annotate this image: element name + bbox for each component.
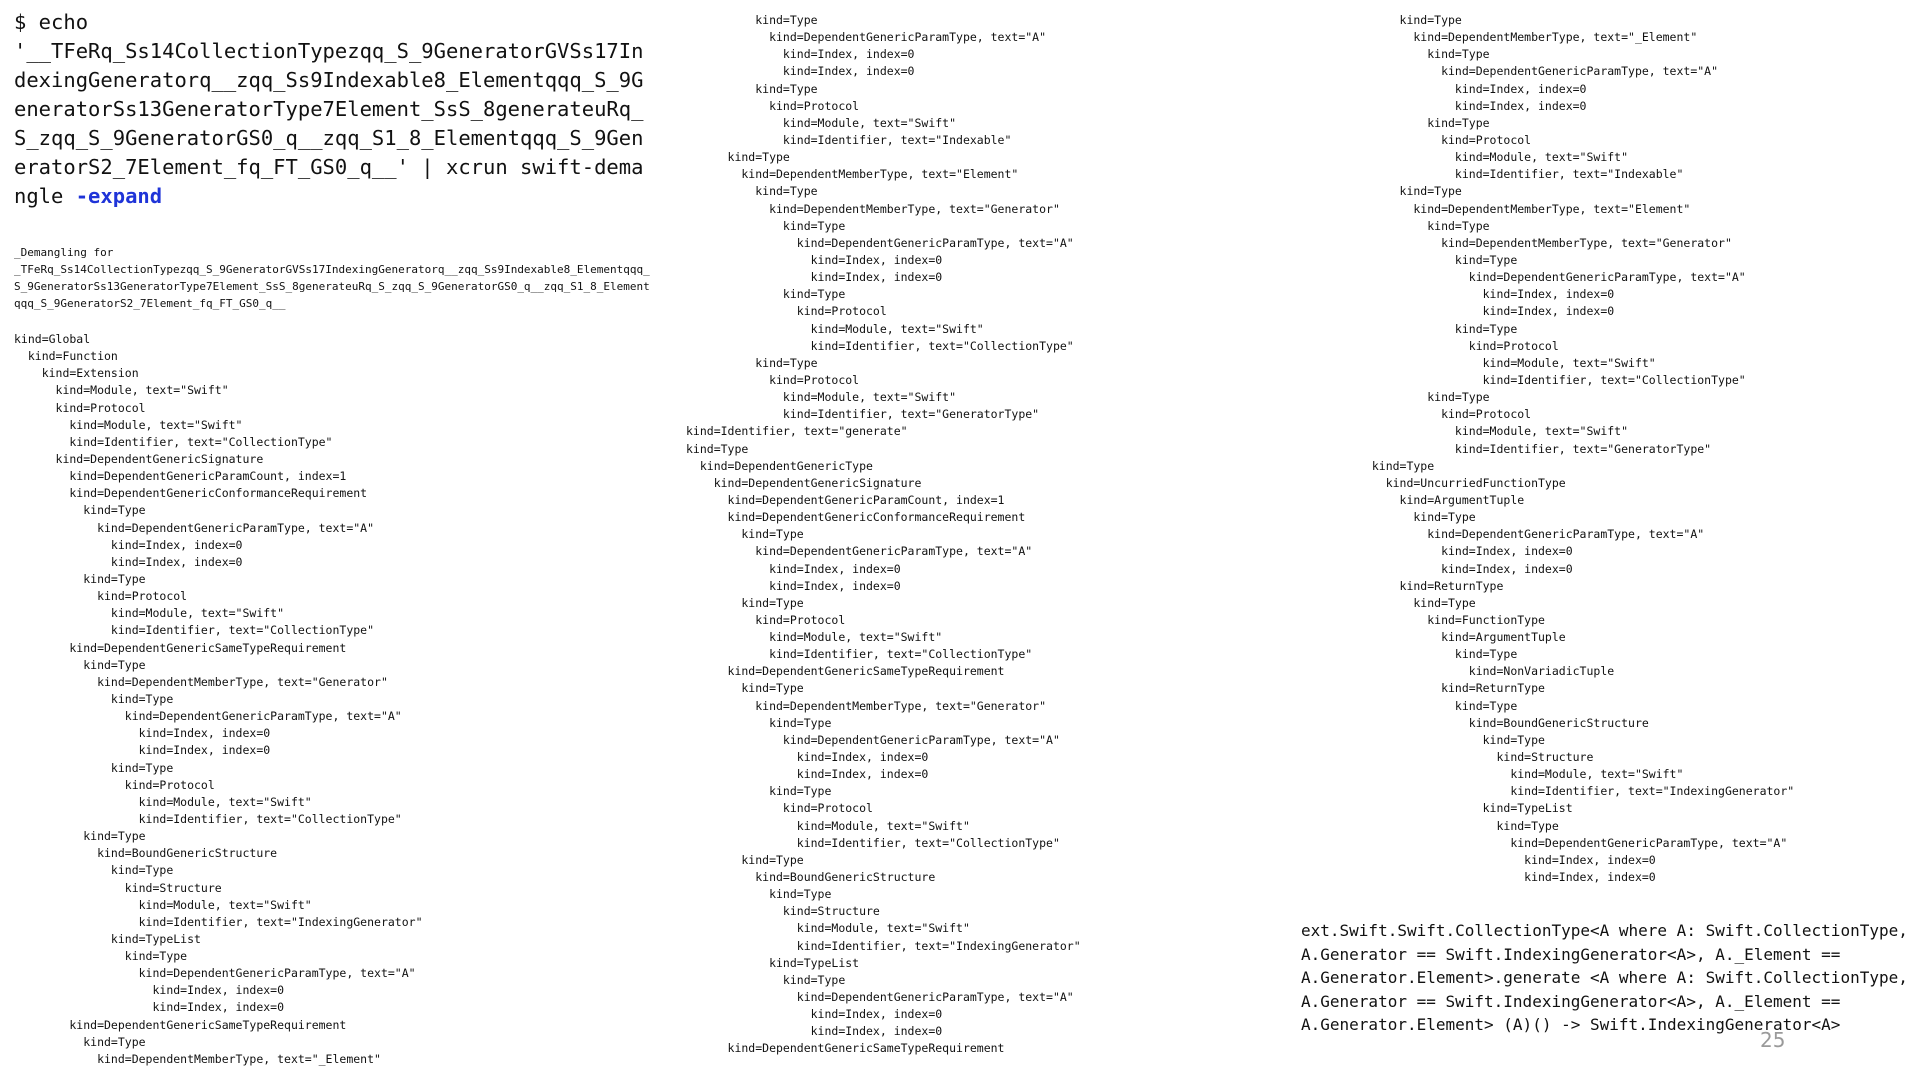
tree-line: kind=DependentGenericSignature xyxy=(686,475,922,490)
tree-line: kind=Type xyxy=(14,829,146,844)
tree-line: kind=Type xyxy=(14,1034,146,1049)
tree-line: kind=Type xyxy=(686,184,818,199)
tree-line: kind=Global xyxy=(14,332,91,346)
tree-line: kind=Identifier, text="CollectionType" xyxy=(686,338,1074,353)
tree-line: kind=Index, index=0 xyxy=(14,983,285,998)
tree-line: kind=Index, index=0 xyxy=(686,750,929,765)
tree-line: kind=Identifier, text="GeneratorType" xyxy=(1358,441,1712,456)
tree-line: kind=Module, text="Swift" xyxy=(1358,355,1656,370)
tree-line: kind=Module, text="Swift" xyxy=(686,321,984,336)
tree-line: kind=TypeList xyxy=(1358,801,1573,816)
tree-line: kind=Type xyxy=(14,503,146,518)
tree-line: kind=Index, index=0 xyxy=(14,743,271,758)
tree-line: kind=Module, text="Swift" xyxy=(14,606,285,621)
tree-line: kind=Type xyxy=(686,715,832,730)
tree-line: kind=Type xyxy=(686,355,818,370)
tree-line: kind=Type xyxy=(1358,818,1559,833)
tree-line: kind=Type xyxy=(686,527,804,542)
tree-line: kind=Type xyxy=(1358,252,1518,267)
tree-line: kind=Type xyxy=(686,287,846,302)
tree-line: kind=DependentGenericParamType, text="A" xyxy=(686,732,1060,747)
demangling-header: _Demangling for _TFeRq_Ss14CollectionTypezqq_S_9GeneratorGVSs17IndexingGeneratorq__zqq_Ss9Indexable8_Elementqqq_S_9GeneratorSs13GeneratorType7Element_SsS_8generateuRq_S_zqq_S_9GeneratorGS0_q__zqq_S1_8_Elementqqq_S_9GeneratorS2_7Element_fq_FT_GS0_q__ xyxy=(14,246,650,310)
tree-line: kind=ReturnType xyxy=(1358,578,1504,593)
tree-line: kind=Type xyxy=(686,81,818,96)
expand-flag: -expand xyxy=(75,184,163,208)
tree-line: kind=Protocol xyxy=(1358,338,1559,353)
tree-line: kind=Type xyxy=(686,595,804,610)
tree-line: kind=Index, index=0 xyxy=(686,561,901,576)
tree-line: kind=Identifier, text="Indexable" xyxy=(686,132,1012,147)
tree-line: kind=Type xyxy=(1358,732,1545,747)
tree-line: kind=Structure xyxy=(686,904,880,919)
command-text: $ echo '__TFeRq_Ss14CollectionTypezqq_S_9GeneratorGVSs17IndexingGeneratorq__zqq_Ss9Indexable8_Elementqqq_S_9GeneratorSs13GeneratorType7Element_SsS_8generateuRq_S_zqq_S_9GeneratorGS0_q__zqq_S1_8_Elementqqq_S_9GeneratorS2_7Element_fq_FT_GS0_q__' | xcrun swift-demangle xyxy=(14,10,644,208)
tree-line: kind=Index, index=0 xyxy=(686,1007,943,1022)
tree-line: kind=Type xyxy=(686,218,846,233)
tree-line: kind=Identifier, text="GeneratorType" xyxy=(686,407,1040,422)
tree-line: kind=Type xyxy=(14,657,146,672)
tree-line: kind=Index, index=0 xyxy=(686,270,943,285)
tree-line: kind=DependentMemberType, text="Element" xyxy=(686,167,1019,182)
tree-line: kind=Extension xyxy=(14,366,139,381)
tree-line: kind=DependentGenericParamType, text="A" xyxy=(14,966,416,981)
tree-line: kind=DependentGenericParamCount, index=1 xyxy=(686,492,1005,507)
tree-line: kind=Identifier, text="IndexingGenerator" xyxy=(14,914,423,929)
tree-line: kind=DependentGenericConformanceRequirement xyxy=(686,510,1026,525)
tree-line: kind=UncurriedFunctionType xyxy=(1358,475,1566,490)
tree-line: kind=DependentMemberType, text="_Element" xyxy=(1358,30,1698,45)
tree-line: kind=ReturnType xyxy=(1358,681,1545,696)
tree-line: kind=DependentMemberType, text="_Element" xyxy=(14,1051,381,1066)
tree-line: kind=Type xyxy=(686,784,832,799)
tree-line: kind=Type xyxy=(14,691,174,706)
tree-line: kind=DependentGenericSameTypeRequirement xyxy=(686,664,1005,679)
tree-line: kind=Index, index=0 xyxy=(686,1024,943,1039)
tree-line: kind=Type xyxy=(686,852,804,867)
tree-line: kind=Type xyxy=(14,949,188,964)
tree-line: kind=FunctionType xyxy=(1358,612,1545,627)
tree-line: kind=Type xyxy=(686,972,846,987)
tree-line: kind=Module, text="Swift" xyxy=(686,390,957,405)
tree-line: kind=Protocol xyxy=(14,777,215,792)
tree-line: kind=Type xyxy=(14,863,174,878)
tree-line: kind=ArgumentTuple xyxy=(1358,630,1566,645)
tree-line: kind=DependentGenericSameTypeRequirement xyxy=(14,640,347,655)
tree-line: kind=TypeList xyxy=(14,931,201,946)
tree-line: kind=Index, index=0 xyxy=(686,578,901,593)
tree-line: kind=Index, index=0 xyxy=(686,767,929,782)
tree-line: kind=Type xyxy=(686,681,804,696)
tree-line: kind=Type xyxy=(14,760,174,775)
tree-line: kind=DependentGenericParamCount, index=1 xyxy=(14,469,347,484)
tree-line: kind=Type xyxy=(1358,698,1518,713)
tree-line: kind=Index, index=0 xyxy=(1358,287,1615,302)
tree-line: kind=Identifier, text="CollectionType" xyxy=(14,623,375,638)
demangle-tree-column-2 xyxy=(686,12,1081,1058)
tree-line: kind=Module, text="Swift" xyxy=(14,417,243,432)
tree-line: kind=Protocol xyxy=(14,589,188,604)
demangle-tree-column-1 xyxy=(14,331,423,1068)
tree-line: kind=Module, text="Swift" xyxy=(686,818,970,833)
tree-line: kind=Index, index=0 xyxy=(14,1000,285,1015)
demangle-tree-column-3 xyxy=(1358,12,1794,886)
tree-line: kind=Type xyxy=(1358,321,1518,336)
tree-line: kind=DependentGenericParamType, text="A" xyxy=(686,990,1074,1005)
tree-line: kind=Index, index=0 xyxy=(686,64,915,79)
tree-line: kind=Identifier, text="CollectionType" xyxy=(14,811,402,826)
tree-line: kind=BoundGenericStructure xyxy=(1358,715,1649,730)
tree-line: kind=Index, index=0 xyxy=(14,537,243,552)
tree-line: kind=DependentMemberType, text="Element" xyxy=(1358,201,1691,216)
tree-line: kind=DependentMemberType, text="Generator" xyxy=(686,698,1047,713)
tree-line: kind=Structure xyxy=(1358,750,1594,765)
tree-line: kind=Type xyxy=(1358,458,1435,473)
tree-line: kind=Protocol xyxy=(14,400,146,415)
tree-line: kind=Type xyxy=(1358,218,1490,233)
tree-line: kind=Identifier, text="CollectionType" xyxy=(1358,372,1746,387)
tree-line: kind=Identifier, text="generate" xyxy=(686,424,908,439)
tree-line: kind=Protocol xyxy=(686,801,873,816)
tree-line: kind=DependentGenericParamType, text="A" xyxy=(1358,527,1705,542)
tree-line: kind=DependentGenericParamType, text="A" xyxy=(686,544,1033,559)
tree-line: kind=DependentGenericSameTypeRequirement xyxy=(686,1041,1005,1056)
tree-line: kind=DependentGenericParamType, text="A" xyxy=(14,520,375,535)
tree-line: kind=Index, index=0 xyxy=(14,554,243,569)
tree-line: kind=Index, index=0 xyxy=(1358,852,1656,867)
tree-line: kind=Protocol xyxy=(686,372,860,387)
tree-line: kind=Type xyxy=(1358,184,1462,199)
tree-line: kind=Type xyxy=(1358,510,1476,525)
tree-line: kind=DependentGenericParamType, text="A" xyxy=(686,30,1047,45)
tree-line: kind=Type xyxy=(686,150,790,165)
tree-line: kind=Protocol xyxy=(686,98,860,113)
tree-line: kind=Type xyxy=(1358,115,1490,130)
tree-line: kind=Module, text="Swift" xyxy=(1358,424,1629,439)
tree-line: kind=Protocol xyxy=(1358,132,1532,147)
shell-command xyxy=(14,8,644,211)
tree-line: kind=Type xyxy=(1358,647,1518,662)
tree-line: kind=BoundGenericStructure xyxy=(14,846,278,861)
tree-line: kind=Protocol xyxy=(686,612,846,627)
tree-line: kind=Identifier, text="CollectionType" xyxy=(686,647,1033,662)
tree-line: kind=Structure xyxy=(14,880,222,895)
tree-line: kind=DependentMemberType, text="Generator" xyxy=(686,201,1060,216)
demangled-result: ext.Swift.Swift.CollectionType<A where A: Swift.CollectionType, A.Generator == Swift.IndexingGenerator<A>, A._Element == A.Generator.Element>.generate <A where A: Swift.CollectionType, A.Generator == Swift.IndexingGenerator<A>, A._Element == A.Generator.Element> (A)() -> Swift.IndexingGenerator<A> xyxy=(1301,921,1908,1034)
tree-line: kind=Type xyxy=(1358,47,1490,62)
tree-line: kind=Type xyxy=(686,13,818,27)
tree-line: kind=Index, index=0 xyxy=(14,726,271,741)
tree-line: kind=Index, index=0 xyxy=(1358,544,1573,559)
tree-line: kind=Index, index=0 xyxy=(1358,304,1615,319)
tree-line: kind=Module, text="Swift" xyxy=(1358,150,1629,165)
tree-line: kind=Identifier, text="Indexable" xyxy=(1358,167,1684,182)
tree-line: kind=DependentGenericParamType, text="A" xyxy=(1358,64,1719,79)
tree-line: kind=DependentGenericParamType, text="A" xyxy=(14,709,402,724)
tree-line: kind=TypeList xyxy=(686,955,860,970)
tree-line: kind=Module, text="Swift" xyxy=(14,383,229,398)
tree-line: kind=DependentGenericType xyxy=(686,458,873,473)
tree-line: kind=Protocol xyxy=(1358,407,1532,422)
tree-line: kind=Identifier, text="CollectionType" xyxy=(14,434,333,449)
tree-line: kind=Module, text="Swift" xyxy=(14,794,312,809)
tree-line: kind=ArgumentTuple xyxy=(1358,492,1525,507)
tree-line: kind=Type xyxy=(686,441,749,456)
tree-line: kind=Protocol xyxy=(686,304,887,319)
tree-line: kind=Index, index=0 xyxy=(1358,98,1587,113)
tree-line: kind=DependentMemberType, text="Generator" xyxy=(1358,235,1732,250)
tree-line: kind=DependentGenericParamType, text="A" xyxy=(686,235,1074,250)
tree-line: kind=DependentGenericParamType, text="A" xyxy=(1358,270,1746,285)
tree-line: kind=Type xyxy=(1358,13,1462,27)
tree-line: kind=DependentGenericConformanceRequirement xyxy=(14,486,368,501)
tree-line: kind=DependentGenericParamType, text="A" xyxy=(1358,835,1788,850)
page-number: 25 xyxy=(1760,1028,1786,1052)
tree-line: kind=Module, text="Swift" xyxy=(14,897,312,912)
tree-line: kind=Module, text="Swift" xyxy=(686,630,943,645)
tree-line: kind=Identifier, text="IndexingGenerator" xyxy=(686,938,1081,953)
tree-line: kind=Index, index=0 xyxy=(1358,870,1656,885)
tree-line: kind=BoundGenericStructure xyxy=(686,870,936,885)
tree-line: kind=Type xyxy=(686,887,832,902)
tree-line: kind=DependentGenericSignature xyxy=(14,451,264,466)
tree-line: kind=Module, text="Swift" xyxy=(1358,767,1684,782)
tree-line: kind=Function xyxy=(14,349,118,364)
tree-line: kind=Module, text="Swift" xyxy=(686,115,957,130)
tree-line: kind=Type xyxy=(1358,595,1476,610)
tree-line: kind=DependentGenericSameTypeRequirement xyxy=(14,1017,347,1032)
tree-line: kind=Identifier, text="CollectionType" xyxy=(686,835,1060,850)
tree-line: kind=Type xyxy=(14,571,146,586)
tree-line: kind=Identifier, text="IndexingGenerator" xyxy=(1358,784,1795,799)
tree-line: kind=Index, index=0 xyxy=(1358,561,1573,576)
tree-line: kind=Type xyxy=(1358,390,1490,405)
tree-line: kind=Index, index=0 xyxy=(1358,81,1587,96)
tree-line: kind=DependentMemberType, text="Generator" xyxy=(14,674,388,689)
tree-line: kind=Module, text="Swift" xyxy=(686,921,970,936)
tree-line: kind=NonVariadicTuple xyxy=(1358,664,1615,679)
tree-line: kind=Index, index=0 xyxy=(686,47,915,62)
tree-line: kind=Index, index=0 xyxy=(686,252,943,267)
